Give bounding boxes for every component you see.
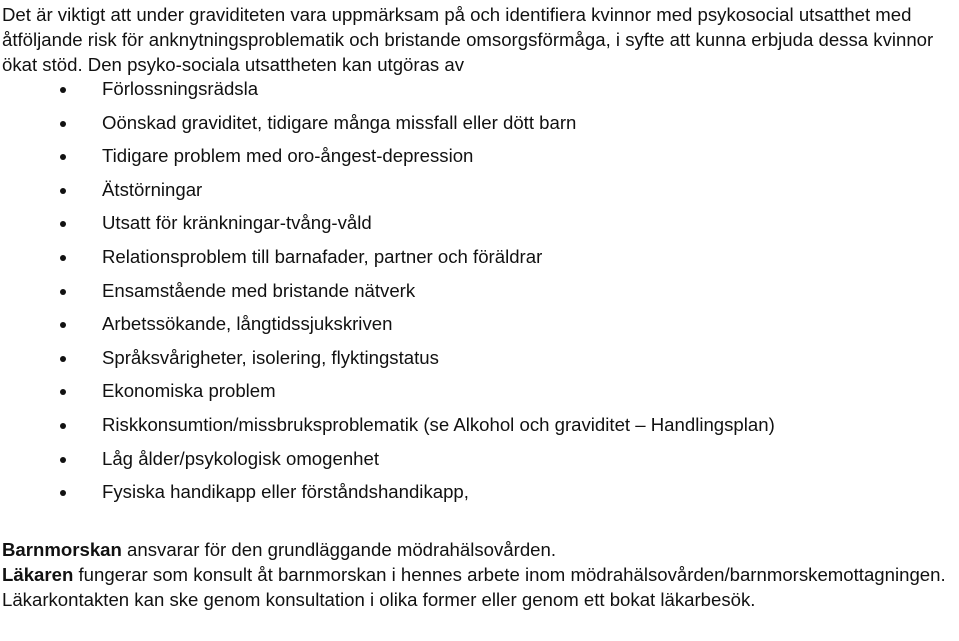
bullet-icon [60,322,66,328]
list-item [0,177,959,211]
bullet-icon [60,490,66,496]
bullet-icon [60,457,66,463]
midwife-text: ansvarar för den grundläggande mödrahälsovården. [121,539,557,560]
list-item-text: Riskkonsumtion/missbruksproblematik (se Alkohol och graviditet – Handlingsplan) [102,413,775,435]
roles-section [2,537,957,612]
bullet-icon [60,154,66,160]
midwife-term: Barnmorskan [2,539,122,560]
list-item [0,479,959,513]
list-item [0,378,959,412]
list-item-text: Relationsproblem till barnafader, partner och föräldrar [102,245,543,267]
list-item-text: Oönskad graviditet, tidigare många missfall eller dött barn [102,111,577,133]
list-item-text: Ätstörningar [102,178,203,200]
doctor-paragraph [2,562,957,612]
list-item-text: Språksvårigheter, isolering, flyktingstatus [102,346,439,368]
midwife-paragraph [2,537,957,562]
bullet-icon [60,221,66,227]
bullet-icon [60,289,66,295]
list-item [0,244,959,278]
list-item [0,412,959,446]
list-item-text: Låg ålder/psykologisk omogenhet [102,447,380,469]
list-item [0,345,959,379]
risk-factor-list [0,76,959,513]
list-item [0,446,959,480]
bullet-icon [60,121,66,127]
list-item-text: Tidigare problem med oro-ångest-depression [102,145,474,167]
bullet-icon [60,389,66,395]
list-item-text: Förlossningsrädsla [102,78,259,99]
list-item [0,76,959,110]
list-item-text: Ensamstående med bristande nätverk [102,279,416,301]
list-item [0,311,959,345]
bullet-icon [60,356,66,362]
bullet-icon [60,87,66,93]
bullet-icon [60,255,66,261]
intro-paragraph: Det är viktigt att under graviditeten vara uppmärksam på och identifiera kvinnor med psykosocial utsatthet med åtföljande risk för anknytningsproblematik och bristande omsorgsförmåga, i syfte att kunna erbjuda dessa kvinnor ökat stöd. Den psyko-sociala utsattheten kan utgöras av [2,4,934,75]
list-item [0,210,959,244]
list-item [0,110,959,144]
list-item-text: Utsatt för kränkningar-tvång-våld [102,212,372,234]
doctor-text: fungerar som konsult åt barnmorskan i hennes arbete inom mödrahälsovården/barnmorskemottagningen. Läkarkontakten kan ske genom konsultation i olika former eller genom ett bokat läkarbesök. [2,564,946,610]
bullet-icon [60,188,66,194]
list-item-text: Fysiska handikapp eller förståndshandikapp, [102,481,469,503]
bullet-icon [60,423,66,429]
list-item-text: Arbetssökande, långtidssjukskriven [102,313,393,335]
doctor-term: Läkaren [2,564,74,585]
list-item [0,278,959,312]
list-item [0,143,959,177]
list-item-text: Ekonomiska problem [102,380,276,402]
